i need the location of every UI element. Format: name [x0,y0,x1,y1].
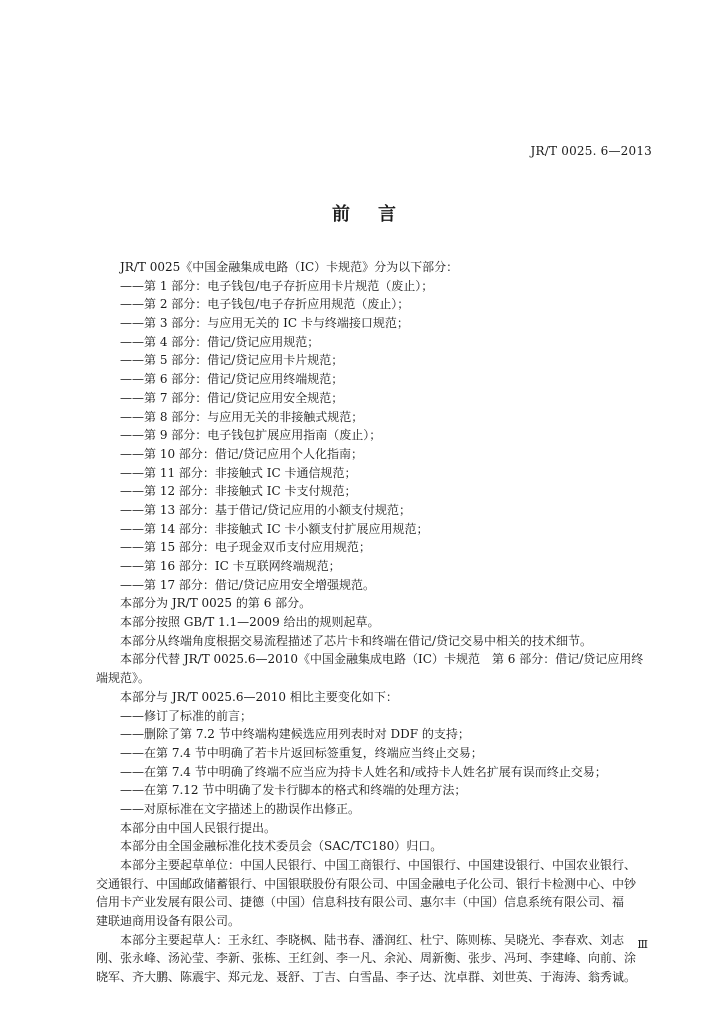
list-item: ——第 6 部分：借记/贷记应用终端规范； [120,372,344,387]
drafting-units-line: 建联迪商用设备有限公司。 [96,914,241,929]
standard-code: JR/T 0025. 6—2013 [530,144,652,158]
list-item: ——删除了第 7.2 节中终端构建候选应用列表时对 DDF 的支持； [120,727,470,742]
drafters-line: 本部分主要起草人：王永红、李晓枫、陆书春、潘润红、杜宁、陈则栋、吴晓光、李春欢、刘志 [120,932,625,947]
drafting-units-line: 交通银行、中国邮政储蓄银行、中国银联股份有限公司、中国金融电子化公司、银行卡检测中心、中钞 [96,876,637,891]
drafters-paragraph [96,931,652,987]
drafting-units-paragraph [96,856,652,931]
list-item: ——第 17 部分：借记/贷记应用安全增强规范。 [120,577,375,592]
list-item: ——第 10 部分：借记/贷记应用个人化指南； [120,446,363,461]
drafting-units-line: 信用卡产业发展有限公司、捷德（中国）信息科技有限公司、惠尔丰（中国）信息系统有限公司、福 [96,895,625,910]
list-item: ——第 12 部分：非接触式 IC 卡支付规范； [120,484,357,499]
part-of-paragraph: 本部分为 JR/T 0025 的第 6 部分。 [120,596,312,611]
changes-list [96,707,652,819]
list-item: ——第 8 部分：与应用无关的非接触式规范； [120,409,364,424]
list-item: ——第 15 部分：电子现金双币支付应用规范； [120,540,371,555]
list-item: ——在第 7.4 节中明确了若卡片返回标签重复，终端应当终止交易； [120,745,483,760]
replaces-paragraph-line-1: 本部分代替 JR/T 0025.6—2010《中国金融集成电路（IC）卡规范 第 6 部分：借记/贷记应用终 [120,652,644,667]
foreword-body [96,258,652,987]
drafters-line: 晓军、齐大鹏、陈震宇、郑元龙、聂舒、丁吉、白雪晶、李子达、沈卓群、刘世英、于海涛、翁秀诚。 [96,970,637,985]
list-item: ——第 13 部分：基于借记/贷记应用的小额支付规范； [120,502,411,517]
replaces-paragraph-line-2: 端规范》。 [96,671,151,686]
list-item: ——第 9 部分：电子钱包扩展应用指南（废止）； [120,428,382,443]
list-item: ——第 16 部分：IC 卡互联网终端规范； [120,559,341,573]
intro-paragraph: JR/T 0025《中国金融集成电路（IC）卡规范》分为以下部分： [120,260,459,274]
drafters-line: 刚、张永峰、汤沁莹、李新、张栋、王红剑、李一凡、余沁、周新衡、张步、冯珂、李建峰、向前、涂 [96,951,637,966]
describes-paragraph: 本部分从终端角度根据交易流程描述了芯片卡和终端在借记/贷记交易中相关的技术细节。 [120,633,593,648]
list-item: ——在第 7.12 节中明确了发卡行脚本的格式和终端的处理方法； [120,783,467,798]
list-item: ——第 14 部分：非接触式 IC 卡小额支付扩展应用规范； [120,521,429,536]
list-item: ——第 7 部分：借记/贷记应用安全规范； [120,390,344,405]
list-item: ——第 1 部分：电子钱包/电子存折应用卡片规范（废止）； [120,278,434,293]
changes-paragraph: 本部分与 JR/T 0025.6—2010 相比主要变化如下： [120,689,398,704]
list-item: ——第 4 部分：借记/贷记应用规范； [120,334,320,349]
list-item: ——在第 7.4 节中明确了终端不应当应为持卡人姓名和/或持卡人姓名扩展有误而终止交易； [120,764,607,779]
list-item: ——对原标准在文字描述上的勘误作出修正。 [120,801,361,816]
proposed-paragraph: 本部分由中国人民银行提出。 [120,820,277,835]
drafting-units-line: 本部分主要起草单位：中国人民银行、中国工商银行、中国银行、中国建设银行、中国农业银行、 [120,858,637,872]
list-item: ——第 11 部分：非接触式 IC 卡通信规范； [120,465,357,480]
list-item: ——修订了标准的前言； [120,708,253,723]
page-title: 前言 [332,204,424,225]
rules-paragraph: 本部分按照 GB/T 1.1—2009 给出的规则起草。 [120,615,380,630]
managed-paragraph: 本部分由全国金融标准化技术委员会（SAC/TC180）归口。 [120,839,443,854]
page-number: Ⅲ [637,938,648,951]
parts-list [96,277,652,595]
list-item: ——第 3 部分：与应用无关的 IC 卡与终端接口规范； [120,316,409,331]
list-item: ——第 5 部分：借记/贷记应用卡片规范； [120,353,344,368]
list-item: ——第 2 部分：电子钱包/电子存折应用规范（废止）； [120,297,410,312]
